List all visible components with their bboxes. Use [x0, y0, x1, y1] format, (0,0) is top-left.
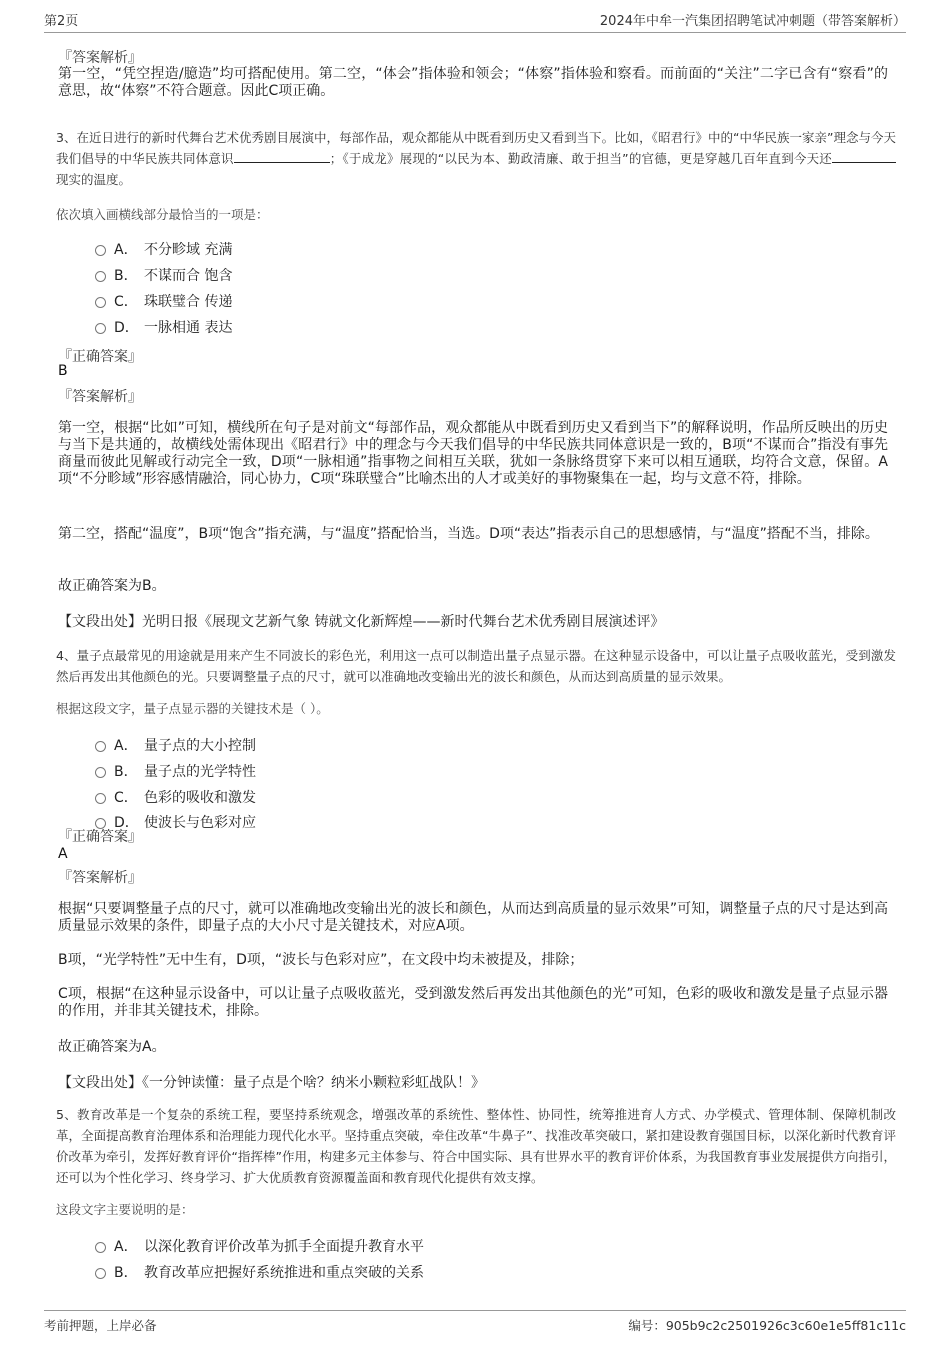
q4-option-d-text: 使波长与色彩对应: [144, 815, 256, 831]
radio-icon[interactable]: [95, 1268, 106, 1279]
q3-option-d-text: 一脉相通 表达: [144, 320, 233, 336]
q3-option-c-text: 珠联璧合 传递: [144, 294, 233, 310]
q3-stem-part1: 3、在近日进行的新时代舞台艺术优秀剧目展演中，每部作品，观众都能从中既看到历史又看到当下。比如，《昭君行》中的“中华民族一家亲”理念与今天我们倡导的中华民族共同体意识: [56, 130, 896, 166]
document-title: 2024年中牟一汽集团招聘笔试冲刺题（带答案解析）: [599, 14, 906, 29]
q3-analysis-label: 『答案解析』: [58, 389, 142, 405]
q3-blank-2: [832, 150, 896, 163]
radio-icon[interactable]: [95, 271, 106, 282]
q3-analysis-1: 第一空，根据“比如”可知，横线所在句子是对前文“每部作品，观众都能从中既看到历史又看到当下”的解释说明，作品所反映出的历史与当下是共通的，故横线处需体现出《昭君行》中的理念与今天我们倡导的中华民族共同体意识是一致的，B项“不谋而合”指没有事先商量而彼此见解或行动完全一致，D项“一脉相通”指事物之间相互关联，犹如一条脉络贯穿下来可以相互通联，均符合文意，保留。A项“不分畛域”形容感情融洽，同心协力，C项“珠联璧合”比喻杰出的人才或美好的事物聚集在一起，均与文意不符，排除。: [58, 420, 888, 487]
prev-analysis-label: 『答案解析』: [58, 50, 142, 66]
q3-stem: [56, 127, 896, 190]
radio-icon[interactable]: [95, 741, 106, 752]
q5-stem: 5、教育改革是一个复杂的系统工程，要坚持系统观念，增强改革的系统性、整体性、协同性，统筹推进育人方式、办学模式、管理体制、保障机制改革，全面提高教育治理体系和治理能力现代化水平。坚持重点突破，牵住改革“牛鼻子”、找准改革突破口，紧扣建设教育强国目标，以深化新时代教育评价改革为牵引，发挥好教育评价“指挥棒”作用，构建多元主体参与、符合中国实际、具有世界水平的教育评价体系，为我国教育事业发展提供方向指引，还可以为个性化学习、终身学习、扩大优质教育资源覆盖面和教育现代化提供有效支撑。: [56, 1107, 896, 1185]
q4-option-c-text: 色彩的吸收和激发: [144, 790, 256, 806]
q4-analysis-4: 故正确答案为A。: [58, 1039, 166, 1055]
header-divider: [44, 32, 906, 33]
q3-option-b-text: 不谋而合 饱含: [144, 268, 233, 284]
q4-option-a[interactable]: A． 量子点的大小控制: [95, 735, 256, 755]
radio-icon[interactable]: [95, 793, 106, 804]
q4-source: 【文段出处】《一分钟读懂：量子点是个啥？纳米小颗粒彩虹战队！》: [58, 1075, 485, 1091]
q3-option-a[interactable]: A． 不分畛域 充满: [95, 239, 232, 259]
q5-option-b[interactable]: B． 教育改革应把握好系统推进和重点突破的关系: [95, 1262, 424, 1282]
q4-analysis-1: 根据“只要调整量子点的尺寸，就可以准确地改变输出光的波长和颜色，从而达到高质量的显示效果”可知，调整量子点的尺寸是达到高质量显示效果的条件，即量子点的大小尺寸是关键技术，对应A项。: [58, 901, 888, 934]
q4-correct-label: 『正确答案』: [58, 829, 142, 845]
q4-subquestion: 根据这段文字，量子点显示器的关键技术是（ ）。: [56, 701, 329, 716]
q5-option-b-text: 教育改革应把握好系统推进和重点突破的关系: [144, 1265, 424, 1281]
q3-analysis-2: 第二空，搭配“温度”，B项“饱含”指充满，与“温度”搭配恰当，当选。D项“表达”指表示自己的思想感情，与“温度”搭配不当，排除。: [58, 526, 879, 542]
page-number: 第2页: [44, 14, 79, 29]
q4-correct-answer: A: [58, 846, 68, 862]
radio-icon[interactable]: [95, 1242, 106, 1253]
q3-stem-part3: 现实的温度。: [56, 172, 132, 187]
q4-option-b[interactable]: B． 量子点的光学特性: [95, 761, 256, 781]
q4-option-c[interactable]: C． 色彩的吸收和激发: [95, 787, 256, 807]
radio-icon[interactable]: [95, 323, 106, 334]
q3-source: 【文段出处】光明日报《展现文艺新气象 铸就文化新辉煌——新时代舞台艺术优秀剧目展演述评》: [58, 614, 665, 630]
q3-correct-label: 『正确答案』: [58, 349, 142, 365]
q3-stem-part2: ；《于成龙》展现的“以民为本、勤政清廉、敢于担当”的官德，更是穿越几百年直到今天还: [329, 151, 832, 166]
document-id: 编号：905b9c2c2501926c3c60e1e5ff81c11c: [628, 1318, 906, 1333]
q4-option-a-text: 量子点的大小控制: [144, 738, 256, 754]
q5-option-a-text: 以深化教育评价改革为抓手全面提升教育水平: [144, 1239, 424, 1255]
q4-option-d[interactable]: D． 使波长与色彩对应: [95, 812, 256, 832]
q3-correct-answer: B: [58, 363, 68, 379]
q4-analysis-3: C项，根据“在这种显示设备中，可以让量子点吸收蓝光，受到激发然后再发出其他颜色的光”可知，色彩的吸收和激发是量子点显示器的作用，并非其关键技术，排除。: [58, 986, 888, 1019]
q3-analysis-3: 故正确答案为B。: [58, 578, 166, 594]
prev-analysis-text: 第一空，“凭空捏造/臆造”均可搭配使用。第二空，“体会”指体验和领会；“体察”指体验和察看。而前面的“关注”二字已含有“察看”的意思，故“体察”不符合题意。因此C项正确。: [58, 66, 888, 99]
q4-stem: 4、量子点最常见的用途就是用来产生不同波长的彩色光，利用这一点可以制造出量子点显示器。在这种显示设备中，可以让量子点吸收蓝光，受到激发然后再发出其他颜色的光。只要调整量子点的尺寸，就可以准确地改变输出光的波长和颜色，从而达到高质量的显示效果。: [56, 648, 896, 684]
q3-option-d[interactable]: D． 一脉相通 表达: [95, 317, 232, 337]
q3-option-a-text: 不分畛域 充满: [144, 242, 233, 258]
q5-subquestion: 这段文字主要说明的是：: [56, 1202, 194, 1217]
footer-divider: [44, 1310, 906, 1311]
q4-analysis-2: B项，“光学特性”无中生有，D项，“波长与色彩对应”，在文段中均未被提及，排除；: [58, 952, 584, 968]
q3-option-c[interactable]: C． 珠联璧合 传递: [95, 291, 232, 311]
q3-option-b[interactable]: B． 不谋而合 饱含: [95, 265, 232, 285]
q5-option-a[interactable]: A． 以深化教育评价改革为抓手全面提升教育水平: [95, 1236, 424, 1256]
radio-icon[interactable]: [95, 297, 106, 308]
radio-icon[interactable]: [95, 245, 106, 256]
q4-analysis-label: 『答案解析』: [58, 870, 142, 886]
q4-option-b-text: 量子点的光学特性: [144, 764, 256, 780]
radio-icon[interactable]: [95, 767, 106, 778]
footer-slogan: 考前押题，上岸必备: [44, 1318, 157, 1333]
q3-subquestion: 依次填入画横线部分最恰当的一项是：: [56, 207, 269, 222]
q3-blank-1: [234, 150, 330, 163]
